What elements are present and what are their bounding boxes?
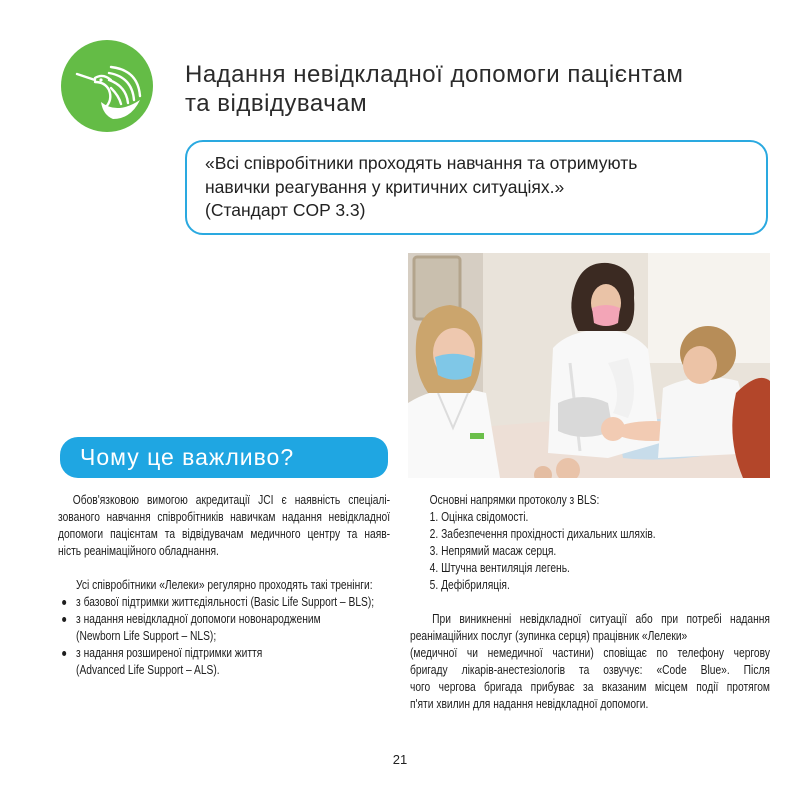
page-title-line-1: Надання невідкладної допомоги пацієнтам xyxy=(185,61,684,88)
stork-icon xyxy=(61,40,153,132)
training-photo-image xyxy=(408,253,770,478)
bullet-dot xyxy=(62,600,66,605)
standard-quote-box xyxy=(185,140,768,235)
bullet-dot xyxy=(62,651,66,656)
intro-line: зованого навчання співробітників навичкам надання невідкладної xyxy=(58,510,391,524)
page-title-line-2: та відвідувачам xyxy=(185,90,368,117)
quote-line-1: «Всі співробітники проходять навчання та отримують xyxy=(205,153,638,173)
procedure-line: чого чергова бригада прибуває за вказаним місцем події протягом xyxy=(410,680,770,694)
training-item-text: з надання розширеної підтримки життя xyxy=(76,646,263,660)
quote-line-2: навички реагування у критичних ситуаціях.» xyxy=(205,176,565,197)
training-item xyxy=(58,594,390,611)
right-column xyxy=(410,492,770,713)
protocol-step: 3. Непрямий масаж серця. xyxy=(429,544,557,558)
procedure-line: бригаду лікарів-анестезіологів та озвучує: «Code Blue». Після xyxy=(410,663,770,677)
procedure-line: п'яти хвилин для надання невідкладної допомоги. xyxy=(410,697,649,711)
paragraph-gap xyxy=(410,594,770,611)
section-heading-banner xyxy=(60,437,388,478)
intro-line: Обов'язковою вимогою акредитації JCI є наявність спеціалі- xyxy=(72,493,391,507)
training-item-text: (Advanced Life Support – ALS). xyxy=(76,663,220,677)
intro-line: ність реанімаційного обладнання. xyxy=(58,544,219,558)
paragraph-gap xyxy=(58,560,390,577)
training-item xyxy=(58,611,390,645)
page-number: 21 xyxy=(392,752,408,767)
section-heading: Чому це важливо? xyxy=(80,444,295,470)
training-photo xyxy=(408,253,770,478)
foreground-hair xyxy=(732,378,770,478)
protocol-step: 4. Штучна вентиляція легень. xyxy=(429,561,570,575)
training-item-text: з надання невідкладної допомоги новонародженим xyxy=(76,612,321,626)
training-item-text: (Newborn Life Support – NLS); xyxy=(76,629,217,643)
procedure-line: При виникненні невідкладної ситуації або при потребі надання xyxy=(432,612,770,626)
protocol-heading: Основні напрямки протоколу з BLS: xyxy=(429,493,600,507)
intro-line: допомоги пацієнтам та відвідувачам медичного центру та наяв- xyxy=(58,527,391,541)
protocol-step: 5. Дефібриляція. xyxy=(429,578,510,592)
page-title xyxy=(185,60,683,118)
procedure-line: (медичної чи немедичної частини) сповіщає по телефону чергову xyxy=(410,646,770,660)
training-item xyxy=(58,645,390,679)
protocol-step: 1. Оцінка свідомості. xyxy=(429,510,529,524)
training-item-text: з базової підтримки життєдіяльності (Basic Life Support – BLS); xyxy=(76,595,375,609)
trainings-lead: Усі співробітники «Лелеки» регулярно проходять такі тренінги: xyxy=(76,578,373,592)
procedure-line: реанімаційних послуг (зупинка серця) працівник «Лелеки» xyxy=(410,629,688,643)
left-column xyxy=(58,492,390,679)
quote-line-3: (Стандарт COP 3.3) xyxy=(205,200,366,220)
logo xyxy=(61,40,153,132)
bullet-dot xyxy=(62,617,66,622)
protocol-step: 2. Забезпечення прохідності дихальних шляхів. xyxy=(429,527,656,541)
